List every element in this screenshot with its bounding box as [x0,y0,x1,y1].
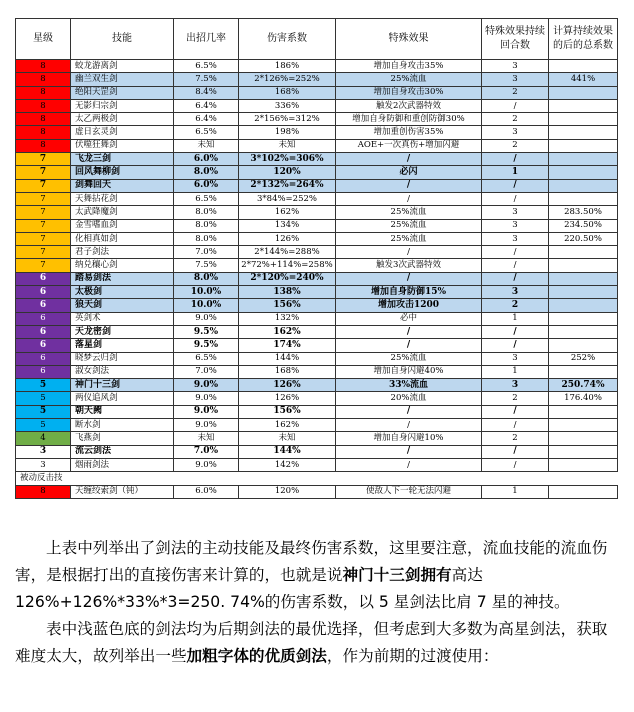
total-cell [549,179,618,192]
table-row [16,392,618,405]
duration-cell: 1 [482,166,549,179]
table-row [16,113,618,126]
total-cell [549,419,618,432]
skill-name-cell: 飞燕剑 [71,432,174,445]
damage-cell: 2*144%=288% [239,246,336,259]
rate-cell: 6.5% [174,352,239,365]
effect-cell: 增加自身攻击30% [336,86,482,99]
duration-cell: 3 [482,352,549,365]
damage-cell: 198% [239,126,336,139]
star-cell: 6 [16,312,71,325]
effect-cell: / [336,419,482,432]
total-cell [549,246,618,259]
skill-name-cell: 剑舞回天 [71,179,174,192]
star-cell: 7 [16,153,71,166]
table-row [16,246,618,259]
duration-cell: / [482,179,549,192]
effect-cell: 25%流血 [336,232,482,245]
rate-cell: 6.4% [174,113,239,126]
table-row [16,99,618,112]
rate-cell: 6.5% [174,126,239,139]
effect-cell: 25%流血 [336,73,482,86]
table-row [16,419,618,432]
duration-cell: / [482,325,549,338]
damage-cell: 126% [239,392,336,405]
damage-cell: 2*156%=312% [239,113,336,126]
star-cell: 4 [16,432,71,445]
damage-cell: 168% [239,365,336,378]
damage-cell: 120% [239,485,336,498]
duration-cell: 1 [482,312,549,325]
damage-cell: 162% [239,419,336,432]
skill-name-cell: 淑女剑法 [71,365,174,378]
star-cell: 5 [16,392,71,405]
total-cell [549,458,618,471]
skill-name-cell: 天龙密剑 [71,325,174,338]
skill-name-cell: 伏噬狂舞剑 [71,139,174,152]
rate-cell: 9.0% [174,405,239,418]
skill-name-cell: 回风舞柳剑 [71,166,174,179]
star-cell: 7 [16,206,71,219]
header-skill: 技能 [71,19,174,60]
rate-cell: 9.0% [174,312,239,325]
total-cell [549,99,618,112]
duration-cell: 3 [482,206,549,219]
effect-cell: 增加自身防御15% [336,286,482,299]
rate-cell: 7.0% [174,365,239,378]
table-body [16,60,618,499]
duration-cell: 3 [482,126,549,139]
star-cell: 5 [16,419,71,432]
rate-cell: 6.0% [174,179,239,192]
skill-name-cell: 虚日玄灵剑 [71,126,174,139]
total-cell [549,299,618,312]
duration-cell: 2 [482,113,549,126]
effect-cell: / [336,325,482,338]
p1-text: 上表中列举出了剑法的主动技能及最终伤害系数，这里要注意，流血技能的流血伤害，是根据打出的直接伤害来计算的，也就是说 [15,539,608,584]
table-row [16,60,618,73]
rate-cell: 6.5% [174,60,239,73]
rate-cell: 6.5% [174,192,239,205]
table-row [16,153,618,166]
skill-name-cell: 无影归宗剑 [71,99,174,112]
effect-cell: 必闪 [336,166,482,179]
star-cell: 8 [16,485,71,498]
duration-cell: / [482,192,549,205]
damage-cell: 3*84%=252% [239,192,336,205]
skill-name-cell: 朝天阙 [71,405,174,418]
duration-cell: 2 [482,432,549,445]
total-cell [549,192,618,205]
table-row [16,325,618,338]
total-cell [549,405,618,418]
star-cell: 6 [16,365,71,378]
skill-name-cell: 断水剑 [71,419,174,432]
damage-cell: 未知 [239,139,336,152]
effect-cell: / [336,272,482,285]
skill-name-cell: 飞龙三剑 [71,153,174,166]
total-cell [549,139,618,152]
duration-cell: / [482,153,549,166]
skill-name-cell: 君子剑法 [71,246,174,259]
damage-cell: 144% [239,445,336,458]
total-cell: 441% [549,73,618,86]
skill-name-cell: 落星剑 [71,339,174,352]
duration-cell: / [482,272,549,285]
skill-name-cell: 神门十三剑 [71,379,174,392]
effect-cell: / [336,179,482,192]
star-cell: 7 [16,259,71,272]
duration-cell: 2 [482,86,549,99]
rate-cell: 9.0% [174,458,239,471]
duration-cell: 3 [482,232,549,245]
table-row [16,458,618,471]
damage-cell: 2*120%=240% [239,272,336,285]
duration-cell: 1 [482,485,549,498]
effect-cell: 25%流血 [336,352,482,365]
star-cell: 8 [16,60,71,73]
star-cell: 7 [16,179,71,192]
header-star: 星级 [16,19,71,60]
skill-name-cell: 化相真如剑 [71,232,174,245]
effect-cell: 增加重创伤害35% [336,126,482,139]
duration-cell: / [482,339,549,352]
duration-cell: / [482,246,549,259]
skill-name-cell: 蛟龙游离剑 [71,60,174,73]
p2-text-2: ，作为前期的过渡使用： [326,647,499,665]
table-row [16,86,618,99]
skill-name-cell: 英剑术 [71,312,174,325]
duration-cell: 2 [482,299,549,312]
total-cell: 250.74% [549,379,618,392]
skill-name-cell: 天缠绞索剑（钝） [71,485,174,498]
skill-name-cell: 太极剑 [71,286,174,299]
star-cell: 6 [16,272,71,285]
table-row [16,365,618,378]
p2-bold: 加粗字体的优质剑法 [186,647,327,665]
passive-section-row [16,472,618,485]
table-row [16,219,618,232]
table-row [16,139,618,152]
effect-cell: 增加自身闪避40% [336,365,482,378]
effect-cell: 25%流血 [336,206,482,219]
table-row [16,286,618,299]
header-rate: 出招几率 [174,19,239,60]
description-text [15,535,619,670]
duration-cell: / [482,99,549,112]
rate-cell: 10.0% [174,299,239,312]
table-row [16,259,618,272]
damage-cell: 3*102%=306% [239,153,336,166]
star-cell: 7 [16,192,71,205]
effect-cell: 增加自身防御和重创防御30% [336,113,482,126]
skill-name-cell: 金雪嗜血剑 [71,219,174,232]
sword-skill-table [15,18,618,499]
star-cell: 8 [16,139,71,152]
rate-cell: 6.4% [174,99,239,112]
effect-cell: 必中 [336,312,482,325]
effect-cell: / [336,445,482,458]
total-cell [549,86,618,99]
total-cell [549,166,618,179]
rate-cell: 7.0% [174,246,239,259]
total-cell: 220.50% [549,232,618,245]
duration-cell: 3 [482,379,549,392]
table-row [16,312,618,325]
table-row [16,272,618,285]
total-cell: 234.50% [549,219,618,232]
skill-name-cell: 烟雨剑法 [71,458,174,471]
rate-cell: 8.0% [174,206,239,219]
damage-cell: 138% [239,286,336,299]
total-cell [549,272,618,285]
star-cell: 6 [16,352,71,365]
p1-text-2: 高达 126%+126%*33%*3=250. 74%的伤害系数，以 5 星剑法比肩 7 星的神技。 [15,566,570,611]
effect-cell: 增加自身攻击35% [336,60,482,73]
table-header-row [16,19,618,60]
effect-cell: / [336,405,482,418]
total-cell [549,312,618,325]
table-row [16,405,618,418]
rate-cell: 9.0% [174,392,239,405]
star-cell: 8 [16,73,71,86]
total-cell: 252% [549,352,618,365]
rate-cell: 9.0% [174,419,239,432]
rate-cell: 8.0% [174,166,239,179]
passive-section-label: 被动反击技 [16,472,618,485]
star-cell: 8 [16,99,71,112]
damage-cell: 2*132%=264% [239,179,336,192]
skill-table-container [15,18,617,499]
star-cell: 6 [16,325,71,338]
damage-cell: 162% [239,206,336,219]
skill-name-cell: 太武降魔剑 [71,206,174,219]
table-row [16,485,618,498]
effect-cell: 使敌人下一轮无法闪避 [336,485,482,498]
paragraph-1 [15,535,619,616]
rate-cell: 9.5% [174,339,239,352]
total-cell [549,60,618,73]
rate-cell: 8.0% [174,272,239,285]
damage-cell: 2*126%=252% [239,73,336,86]
skill-name-cell: 踏易剑法 [71,272,174,285]
duration-cell: / [482,419,549,432]
duration-cell: / [482,405,549,418]
rate-cell: 7.5% [174,259,239,272]
paragraph-2 [15,616,619,670]
table-row [16,126,618,139]
skill-name-cell: 太乙两极剑 [71,113,174,126]
table-row [16,432,618,445]
rate-cell: 7.5% [174,73,239,86]
damage-cell: 168% [239,86,336,99]
header-duration: 特殊效果持续回合数 [482,19,549,60]
star-cell: 6 [16,286,71,299]
effect-cell: / [336,192,482,205]
effect-cell: / [336,246,482,259]
rate-cell: 未知 [174,139,239,152]
rate-cell: 6.0% [174,485,239,498]
rate-cell: 8.4% [174,86,239,99]
star-cell: 7 [16,166,71,179]
damage-cell: 2*72%+114%=258% [239,259,336,272]
skill-name-cell: 晓梦云归剑 [71,352,174,365]
header-effect: 特殊效果 [336,19,482,60]
damage-cell: 174% [239,339,336,352]
damage-cell: 132% [239,312,336,325]
effect-cell: / [336,153,482,166]
damage-cell: 162% [239,325,336,338]
table-row [16,352,618,365]
star-cell: 6 [16,339,71,352]
damage-cell: 186% [239,60,336,73]
total-cell [549,153,618,166]
damage-cell: 156% [239,405,336,418]
rate-cell: 9.5% [174,325,239,338]
damage-cell: 126% [239,379,336,392]
duration-cell: / [482,458,549,471]
rate-cell: 7.0% [174,445,239,458]
table-row [16,206,618,219]
effect-cell: 33%流血 [336,379,482,392]
star-cell: 7 [16,246,71,259]
duration-cell: 2 [482,139,549,152]
damage-cell: 126% [239,232,336,245]
skill-name-cell: 幽兰双生剑 [71,73,174,86]
duration-cell: 3 [482,286,549,299]
table-row [16,232,618,245]
header-total: 计算持续效果的后的总系数 [549,19,618,60]
effect-cell: / [336,458,482,471]
rate-cell: 6.0% [174,153,239,166]
damage-cell: 144% [239,352,336,365]
total-cell [549,445,618,458]
total-cell [549,339,618,352]
header-damage: 伤害系数 [239,19,336,60]
star-cell: 8 [16,86,71,99]
effect-cell: 触发3次武器特效 [336,259,482,272]
effect-cell: 增加自身闪避10% [336,432,482,445]
table-row [16,179,618,192]
effect-cell: 增加攻击1200 [336,299,482,312]
p1-bold: 神门十三剑拥有 [342,566,452,584]
damage-cell: 未知 [239,432,336,445]
effect-cell: 20%流血 [336,392,482,405]
skill-name-cell: 狼天剑 [71,299,174,312]
total-cell [549,485,618,498]
duration-cell: / [482,259,549,272]
damage-cell: 336% [239,99,336,112]
damage-cell: 120% [239,166,336,179]
effect-cell: / [336,339,482,352]
table-row [16,192,618,205]
total-cell [549,126,618,139]
duration-cell: / [482,445,549,458]
total-cell [549,259,618,272]
table-row [16,445,618,458]
duration-cell: 1 [482,365,549,378]
star-cell: 8 [16,113,71,126]
total-cell [549,365,618,378]
table-row [16,299,618,312]
damage-cell: 142% [239,458,336,471]
table-row [16,379,618,392]
total-cell [549,286,618,299]
rate-cell: 10.0% [174,286,239,299]
skill-name-cell: 纳兑穰心剑 [71,259,174,272]
table-row [16,166,618,179]
star-cell: 8 [16,126,71,139]
rate-cell: 8.0% [174,219,239,232]
rate-cell: 未知 [174,432,239,445]
duration-cell: 3 [482,73,549,86]
skill-name-cell: 两仪追风剑 [71,392,174,405]
total-cell: 176.40% [549,392,618,405]
star-cell: 3 [16,458,71,471]
duration-cell: 3 [482,219,549,232]
skill-name-cell: 流云剑法 [71,445,174,458]
total-cell [549,325,618,338]
effect-cell: 触发2次武器特效 [336,99,482,112]
effect-cell: 25%流血 [336,219,482,232]
rate-cell: 9.0% [174,379,239,392]
duration-cell: 2 [482,392,549,405]
skill-name-cell: 绝阳天罡剑 [71,86,174,99]
table-row [16,73,618,86]
duration-cell: 3 [482,60,549,73]
skill-name-cell: 天舞拈花剑 [71,192,174,205]
effect-cell: AOE+一次真伤+增加闪避 [336,139,482,152]
star-cell: 6 [16,299,71,312]
table-row [16,339,618,352]
total-cell [549,113,618,126]
star-cell: 3 [16,445,71,458]
damage-cell: 134% [239,219,336,232]
star-cell: 7 [16,219,71,232]
damage-cell: 156% [239,299,336,312]
rate-cell: 8.0% [174,232,239,245]
star-cell: 5 [16,379,71,392]
p2-text: 表中浅蓝色底的剑法均为后期剑法的最优选择，但考虑到大多数为高星剑法，获取难度太大，故列举出一些 [15,620,608,665]
star-cell: 7 [16,232,71,245]
total-cell [549,432,618,445]
total-cell: 283.50% [549,206,618,219]
star-cell: 5 [16,405,71,418]
